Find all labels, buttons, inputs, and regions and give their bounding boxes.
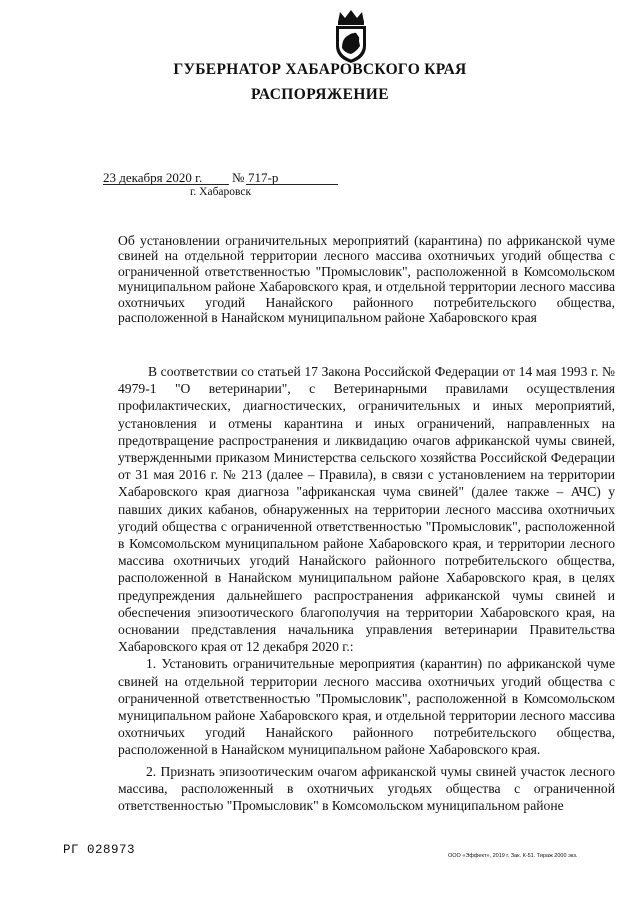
coat-of-arms-icon: [330, 8, 372, 64]
document-title: Об установлении ограничительных мероприятий (карантина) по африканской чуме свиней на отдельной территории лесного массива охотничьих угодий общества с ограниченной ответственностью "Промысловик", расположенной в Комсомольском муниципальном районе Хабаровского края, и отдельной территории лесного массива охотничьих угодий Нанайского районного потребительского общества, расположенной в Нанайском муниципальном районе Хабаровского края: [118, 233, 615, 326]
document-date: 23 декабря 2020 г.: [103, 170, 203, 185]
date-underline: [103, 184, 229, 185]
preamble-paragraph: В соответствии со статьей 17 Закона Российской Федерации от 14 мая 1993 г. № 4979-1 "О ветеринарии", с Ветеринарными правилами осуществления профилактических, диагностических, ограничительных и иных мероприятий, установления и отмены карантина и иных ограничений, направленных на предотвращение распространения и ликвидацию очагов африканской чумы свиней, утвержденными приказом Министерства сельского хозяйства Российской Федерации от 31 мая 2016 г. № 213 (далее – Правила), в связи с установлением на территории Хабаровского края диагноза "африканская чума свиней" (далее также – АЧС) у павших диких кабанов, обнаруженных на территории лесного массива охотничьих угодий общества с ограниченной ответственностью "Промысловик", расположенной в Комсомольском муниципальном районе Хабаровского края, и территории лесного массива охотничьих угодий Нанайского районного потребительского общества, расположенной в Нанайском муниципальном районе Хабаровского края, в целях предупреждения дальнейшего распространения африканской чумы свиней и обеспечения эпизоотического благополучия на территории Хабаровского края, на основании представления начальника управления ветеринарии Правительства Хабаровского края от 12 декабря 2020 г.:: [118, 364, 615, 655]
number-sign: №: [232, 170, 245, 185]
document-number: 717-р: [248, 170, 279, 185]
form-serial-number: РГ 028973: [63, 843, 136, 857]
item-2-paragraph: 2. Признать эпизоотическим очагом африканской чумы свиней участок лесного массива, расположенный в охотничьих угодьях общества с ограниченной ответственностью "Промысловик" в Комсомольском муниципальном районе: [118, 763, 615, 814]
document-body: [118, 363, 615, 814]
issue-city: г. Хабаровск: [190, 186, 252, 198]
print-imprint: ООО «Эффект», 2019 г. Зак. К-51. Тираж 2000 экз.: [448, 853, 578, 859]
issuing-authority: ГУБЕРНАТОР ХАБАРОВСКОГО КРАЯ: [173, 61, 467, 78]
number-underline: [246, 184, 338, 185]
item-1-paragraph: 1. Установить ограничительные мероприятия (карантин) по африканской чуме свиней на отдельной территории лесного массива охотничьих угодий общества с ограниченной ответственностью "Промысловик", расположенной в Комсомольском муниципальном районе Хабаровского края, и отдельной территории лесного массива охотничьих угодий Нанайского районного потребительского общества, расположенной в Нанайском муниципальном районе Хабаровского края.: [118, 656, 615, 758]
document-type: РАСПОРЯЖЕНИЕ: [250, 86, 390, 103]
